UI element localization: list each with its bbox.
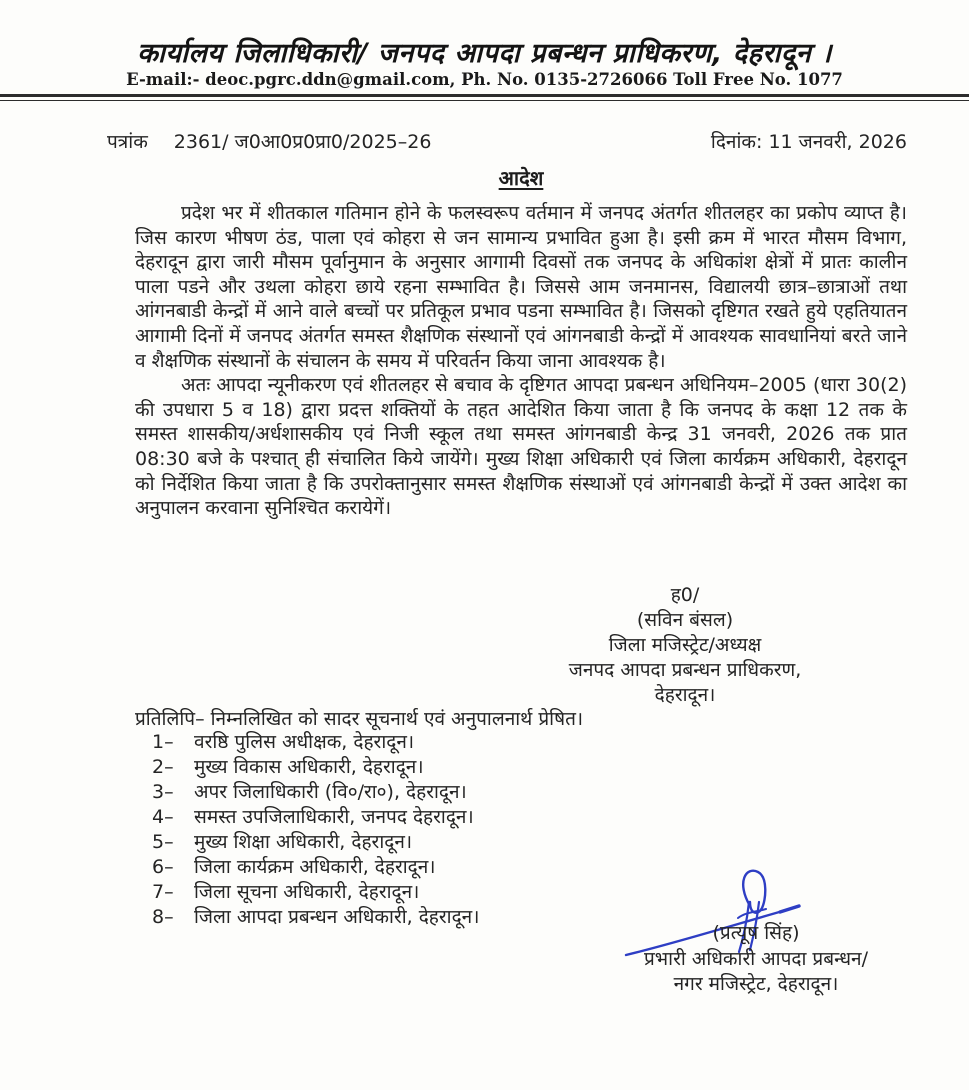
signatory-designation-3: देहरादून। <box>654 684 716 706</box>
recipient-item: 5– मुख्य शिक्षा अधिकारी, देहरादून। <box>152 831 413 853</box>
reference-row <box>107 128 907 154</box>
letter-no-value: 2361/ ज0आ0प्र0प्रा0/2025–26 <box>173 131 432 153</box>
signatory-block <box>520 583 850 708</box>
order-body <box>135 201 907 521</box>
signatory-name: (सविन बंसल) <box>636 609 734 631</box>
countersign-designation-1: प्रभारी अधिकारी आपदा प्रबन्धन/ <box>643 947 868 970</box>
countersign-name: (प्रत्यूष सिंह) <box>712 922 800 944</box>
signatory-designation-2: जनपद आपदा प्रबन्धन प्राधिकरण, <box>568 659 802 681</box>
recipient-item: 6– जिला कार्यक्रम अधिकारी, देहरादून। <box>152 856 436 878</box>
letter-number <box>107 128 431 154</box>
recipient-item: 1– वरष्ठि पुलिस अधीक्षक, देहरादून। <box>152 731 415 753</box>
copy-intro: प्रतिलिपि– निम्नलिखित को सादर सूचनार्थ एवं अनुपालनार्थ प्रेषित। <box>135 708 584 730</box>
order-heading: आदेश <box>498 166 544 190</box>
recipient-item: 8– जिला आपदा प्रबन्धन अधिकारी, देहरादून। <box>152 906 480 928</box>
contact-line: E-mail:- deoc.pgrc.ddn@gmail.com, Ph. No. 0135-2726066 Toll Free No. 1077 <box>126 70 843 89</box>
countersign-block <box>600 921 912 998</box>
order-paragraph-1: प्रदेश भर में शीतकाल गतिमान होने के फलस्वरूप वर्तमान में जनपद अंतर्गत शीतलहर का प्रकोप व्याप्त है। जिस कारण भीषण ठंड, पाला एवं कोहरा से जन सामान्य प्रभावित हुआ है। इसी क्रम में भारत मौसम विभाग, देहरादून द्वारा जारी मौसम पूर्वानुमान के अनुसार आगामी दिवसों तक जनपद के अधिकांश क्षेत्रों में प्रातः कालीन पाला पडने और उथला कोहरा छाये रहना सम्भावित है। जिससे आम जनमानस, विद्यालयी छात्र–छात्राओं तथा आंगनबाडी केन्द्रों में आने वाले बच्चों पर प्रतिकूल प्रभाव पडना सम्भावित है। जिसको दृष्टिगत रखते हुये एहतियातन आगामी दिनों में जनपद अंतर्गत समस्त शैक्षणिक संस्थानों एवं आंगनबाडी केन्द्रों में आवश्यक सावधानियां बरते जाने व शैक्षणिक संस्थानों के संचालन के समय में परिवर्तन किया जाना आवश्यक है। <box>135 202 907 372</box>
recipient-item: 3– अपर जिलाधिकारी (वि०/रा०), देहरादून। <box>152 781 467 803</box>
countersign-designation-2: नगर मजिस्ट्रेट, देहरादून। <box>673 973 839 995</box>
letter-no-label: पत्रांक <box>107 131 148 153</box>
office-title: कार्यालय जिलाधिकारी/ जनपद आपदा प्रबन्धन प्राधिकरण, देहरादून । <box>137 38 832 69</box>
date-value: 11 जनवरी, 2026 <box>768 131 907 153</box>
order-paragraph-2: अतः आपदा न्यूनीकरण एवं शीतलहर से बचाव के दृष्टिगत आपदा प्रबन्धन अधिनियम–2005 (धारा 30(2) की उपधारा 5 व 18) द्वारा प्रदत्त शक्तियों के तहत आदेशित किया जाता है कि जनपद के कक्षा 12 तक के समस्त शासकीय/अर्धशासकीय एवं निजी स्कूल तथा समस्त आंगनबाडी केन्द्र 31 जनवरी, 2026 तक प्रात 08:30 बजे के पश्चात् ही संचालित किये जायेंगे। मुख्य शिक्षा अधिकारी एवं जिला कार्यक्रम अधिकारी, देहरादून को निर्देशित किया जाता है कि उपरोक्तानुसार समस्त शैक्षणिक संस्थाओं एवं आंगनबाडी केन्द्रों में उक्त आदेश का अनुपालन करवाना सुनिश्चित करायेगें। <box>135 374 907 520</box>
recipient-item: 7– जिला सूचना अधिकारी, देहरादून। <box>152 881 420 903</box>
header-divider <box>0 94 969 101</box>
letter-date <box>711 128 907 154</box>
recipient-item: 4– समस्त उपजिलाधिकारी, जनपद देहरादून। <box>152 806 474 828</box>
date-label: दिनांक: <box>710 131 763 153</box>
recipient-item: 2– मुख्य विकास अधिकारी, देहरादून। <box>152 756 424 778</box>
sign-mark: ह0/ <box>670 584 700 606</box>
signatory-designation-1: जिला मजिस्ट्रेट/अध्यक्ष <box>608 634 762 656</box>
